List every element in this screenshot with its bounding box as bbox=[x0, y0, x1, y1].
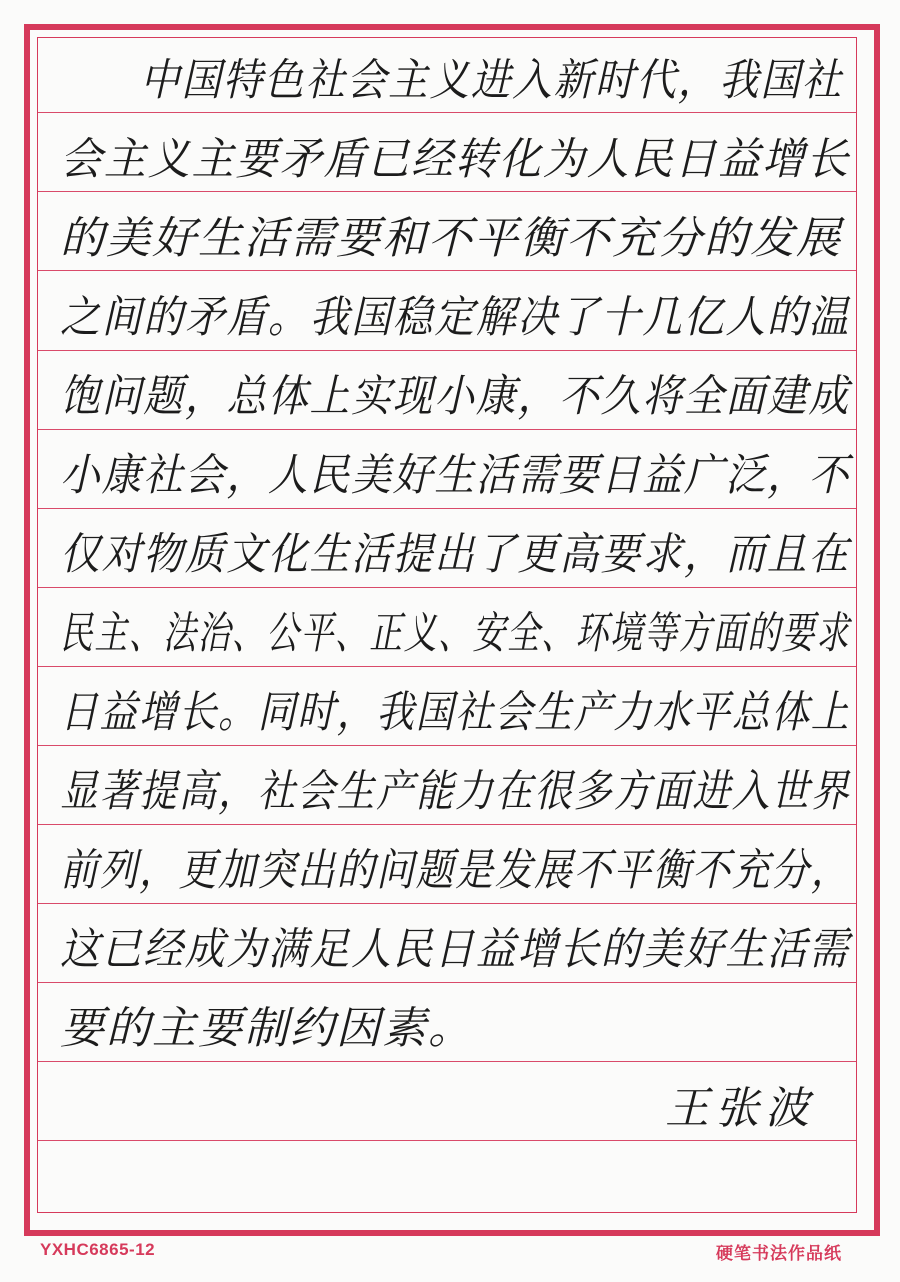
ruled-line bbox=[38, 745, 856, 746]
ruled-line bbox=[38, 350, 856, 351]
ruled-line bbox=[38, 429, 856, 430]
ruled-line bbox=[38, 508, 856, 509]
handwritten-line-2: 会主义主要矛盾已经转化为人民日益增长 bbox=[60, 134, 850, 185]
ruled-line bbox=[38, 824, 856, 825]
author-signature: 王张波 bbox=[665, 1083, 815, 1134]
ruled-line bbox=[38, 587, 856, 588]
handwritten-line-4: 之间的矛盾。我国稳定解决了十几亿人的温 bbox=[60, 292, 851, 343]
handwritten-line-11: 前列，更加突出的问题是发展不平衡不充分， bbox=[60, 845, 851, 896]
handwritten-line-6: 小康社会，人民美好生活需要日益广泛，不 bbox=[60, 450, 851, 501]
handwritten-line-12: 这已经成为满足人民日益增长的美好生活需 bbox=[60, 924, 851, 975]
ruled-line bbox=[38, 191, 856, 192]
handwritten-line-8: 民主、法治、公平、正义、安全、环境等方面的要求 bbox=[60, 608, 851, 659]
handwritten-line-13: 要的主要制约因素。 bbox=[60, 1003, 474, 1054]
handwritten-line-5: 饱问题，总体上实现小康，不久将全面建成 bbox=[60, 371, 851, 422]
ruled-line bbox=[38, 982, 856, 983]
handwritten-line-1: 中国特色社会主义进入新时代，我国社 bbox=[140, 55, 844, 106]
handwritten-line-3: 的美好生活需要和不平衡不充分的发展 bbox=[60, 213, 842, 264]
handwritten-line-9: 日益增长。同时，我国社会生产力水平总体上 bbox=[60, 687, 851, 738]
ruled-line bbox=[38, 112, 856, 113]
ruled-line bbox=[38, 903, 856, 904]
ruled-line bbox=[38, 1140, 856, 1141]
handwritten-line-7: 仅对物质文化生活提出了更高要求，而且在 bbox=[60, 529, 851, 580]
ruled-line bbox=[38, 1061, 856, 1062]
paper-title: 硬笔书法作品纸 bbox=[716, 1244, 842, 1264]
product-code: YXHC6865-12 bbox=[40, 1240, 156, 1259]
ruled-line bbox=[38, 666, 856, 667]
ruled-line bbox=[38, 270, 856, 271]
handwritten-line-10: 显著提高，社会生产能力在很多方面进入世界 bbox=[60, 766, 851, 817]
